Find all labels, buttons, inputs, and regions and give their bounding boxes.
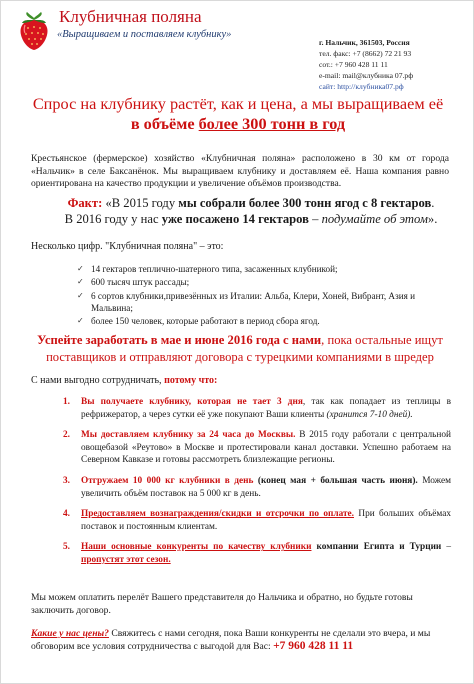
prices-paragraph	[31, 627, 461, 653]
reason-number: 1.	[63, 397, 70, 407]
headline	[23, 94, 453, 134]
list-item-text: 600 тысяч штук рассады;	[91, 277, 190, 288]
contact-email[interactable]: e-mail: mail@клубника 07.рф	[319, 71, 414, 80]
list-item-text: 6 сортов клубники,привезённых из Италии: Альба, Клери, Хоней, Вибрант, Азия и Мальвина;	[91, 290, 416, 313]
headline-line2	[23, 114, 453, 134]
reason-item	[63, 429, 451, 467]
fact-p1-end: .	[431, 196, 435, 210]
call-to-action	[29, 332, 451, 366]
fact-p2-italic: подумайте об этом	[321, 212, 428, 226]
check-icon: ✓	[77, 264, 84, 273]
list-item	[77, 315, 449, 327]
reason-number: 2.	[63, 430, 70, 441]
contact-fax: тел. факс: +7 (8662) 72 21 93	[319, 49, 412, 58]
reason-text: При больших объёмах поставок и постоянным клиентам.	[81, 509, 451, 532]
reason-number: 5.	[63, 542, 70, 553]
check-icon: ✓	[77, 277, 84, 287]
reason-item	[63, 396, 451, 421]
prices-question: Какие у нас цены?	[31, 628, 109, 639]
fact-p1: «В 2015 году	[102, 196, 179, 210]
closing-paragraph: Мы можем оплатить перелёт Вашего представителя до Нальчика и обратно, но будьте готовы заключить договор.	[31, 592, 413, 616]
list-item-text: более 150 человек, которые работают в период сбора ягод.	[91, 316, 320, 327]
reason-highlight: Мы доставляем клубнику за 24 часа до Москвы.	[81, 430, 296, 441]
contact-mobile: сот.: +7 960 428 11 11	[319, 60, 388, 69]
headline-line1: Спрос на клубнику растёт, как и цена, а мы выращиваем её	[32, 94, 444, 113]
coop-red: потому что:	[164, 375, 218, 386]
contact-city: г. Нальчик, 361503, Россия	[319, 38, 410, 47]
cta-rest: , пока остальные ищут поставщиков и отправляют договора с турецкими компаниями в шредер	[46, 333, 443, 364]
numbers-intro: Несколько цифр. "Клубничная поляна" – это:	[31, 241, 224, 252]
fact-p2-mid: –	[308, 212, 322, 226]
fact-p2-end: ».	[427, 212, 438, 226]
headline-line2-prefix: в объёме	[130, 114, 199, 133]
fact-line1	[41, 195, 461, 211]
reason-italic: (хранится 7-10 дней).	[326, 409, 413, 420]
reason-highlight: Предоставляем вознаграждения/скидки и отсрочки по оплате.	[81, 509, 354, 520]
reason-highlight: Наши основные конкуренты по качеству клубники	[81, 542, 312, 553]
cooperation-intro	[31, 375, 217, 386]
reason-highlight: Отгружаем 10 000 кг клубники в день	[81, 475, 254, 486]
reason-item	[63, 508, 451, 533]
reason-bold: компании Египта и Турции	[311, 542, 442, 553]
reason-text: В 2015 году работали с центральной овощебазой «Реутово» в Москве и протестировали канал доставки. Успешно работаем на Северном Кавказе и готовы рассмотреть близлежащие регионы.	[81, 430, 451, 466]
reason-number: 3.	[63, 475, 70, 486]
reason-number: 4.	[63, 509, 70, 520]
fact-block	[41, 195, 461, 227]
intro-paragraph: Крестьянское (фермерское) хозяйство «Клубничная поляна» расположено в 30 км от города «Нальчик» в селе Баксанёнок. Мы выращиваем клубнику и доставляем её. Наша компания равно ориентирована на качество продукции и увеличение объёмов производства.	[31, 153, 449, 189]
fact-label: Факт:	[67, 196, 103, 210]
reasons-list	[63, 396, 451, 567]
prices-text: Свяжитесь с нами сегодня, пока Ваши конкуренты не сделали это вчера, и мы обговорим все условия сотрудничества с выгодой для Вас:	[31, 628, 431, 652]
reason-item	[63, 541, 451, 566]
bullet-list	[77, 263, 449, 328]
list-item	[77, 290, 449, 315]
contacts-block	[319, 37, 469, 92]
fact-p2-bold: уже посажено 14 гектаров	[161, 212, 309, 226]
list-item	[77, 263, 449, 275]
check-icon: ✓	[77, 290, 84, 300]
reason-text: –	[441, 542, 451, 553]
reason-highlight-2: пропустят этот сезон.	[81, 554, 171, 565]
list-item	[77, 276, 449, 288]
phone-number[interactable]: +7 960 428 11 11	[273, 640, 354, 652]
list-item-text: 14 гектаров теплично-шатерного типа, засаженных клубникой;	[91, 264, 338, 274]
check-icon: ✓	[77, 316, 84, 326]
reason-item	[63, 475, 451, 500]
headline-line2-underlined: более 300 тонн в год	[198, 114, 346, 133]
strawberry-logo-icon	[17, 11, 51, 51]
reason-text: Можем увеличить объём поставок на 5 000 кг в день.	[81, 475, 451, 499]
coop-prefix: С нами выгодно сотрудничать,	[31, 375, 165, 386]
fact-p1-bold: мы собрали более 300 тонн ягод с 8 гектаров	[178, 196, 432, 210]
reason-bold: (конец мая + большая часть июня).	[253, 475, 418, 486]
contact-site-link[interactable]: сайт: http://клубника07.рф	[319, 82, 404, 91]
fact-p2: В 2016 году у нас	[64, 212, 162, 226]
brand-slogan: «Выращиваем и поставляем клубнику»	[57, 29, 232, 40]
reason-text: , так как попадает из теплицы в рефрижератор, а через сутки её уже покупают Ваши клиенты	[81, 397, 452, 420]
cta-bold: Успейте заработать в мае и июне 2016 года с нами	[37, 333, 322, 347]
brand-name: Клубничная поляна	[59, 7, 202, 26]
reason-highlight: Вы получаете клубнику, которая не тает 3 дня	[81, 397, 303, 407]
fact-line2	[41, 211, 461, 227]
